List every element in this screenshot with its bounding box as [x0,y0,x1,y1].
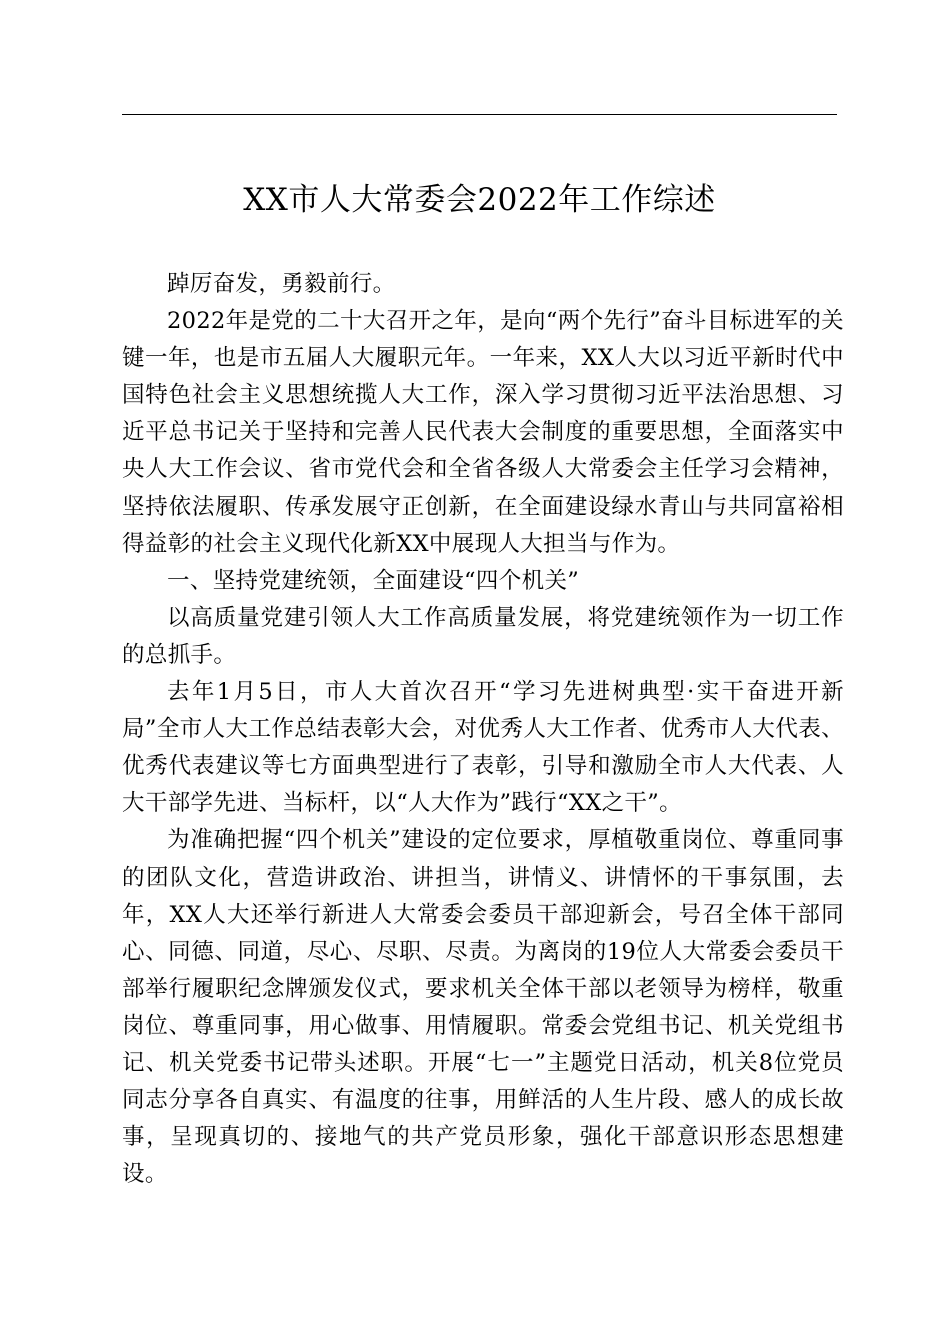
paragraph-commendation-meeting: 去年1月5日，市人大首次召开“学习先进树典型·实干奋进开新局”全市人大工作总结表彰大会，对优秀人大工作者、优秀市人大代表、优秀代表建议等七方面典型进行了表彰，引导和激励全市人大代表、人大干部学先进、当标杆，以“人大作为”践行“XX之干”。 [122,679,844,817]
document-body [122,266,844,1193]
paragraph-intro: 2022年是党的二十大召开之年，是向“两个先行”奋斗目标进军的关键一年，也是市五届人大履职元年。一年来，XX人大以习近平新时代中国特色社会主义思想统揽人大工作，深入学习贯彻习近平法治思想、习近平总书记关于坚持和完善人民代表大会制度的重要思想，全面落实中央人大工作会议、省市党代会和全省各级人大常委会主任学习会精神，坚持依法履职、传承发展守正创新，在全面建设绿水青山与共同富裕相得益彰的社会主义现代化新XX中展现人大担当与作为。 [122,308,844,557]
section-heading-1: 一、坚持党建统领，全面建设“四个机关” [167,567,580,594]
paragraph-four-organs: 为准确把握“四个机关”建设的定位要求，厚植敬重岗位、尊重同事的团队文化，营造讲政治、讲担当，讲情义、讲情怀的干事氛围，去年，XX人大还举行新进人大常委会委员干部迎新会，号召全体干部同心、同德、同道，尽心、尽职、尽责。为离岗的19位人大常委会委员干部举行履职纪念牌颁发仪式，要求机关全体干部以老领导为榜样，敬重岗位、尊重同事，用心做事、用情履职。常委会党组书记、机关党组书记、机关党委书记带头述职。开展“七一”主题党日活动，机关8位党员同志分享各自真实、有温度的往事，用鲜活的人生片段、感人的成长故事，呈现真切的、接地气的共产党员形象，强化干部意识形态思想建设。 [122,827,844,1188]
header-rule [122,114,837,115]
paragraph-opening: 踔厉奋发，勇毅前行。 [167,271,396,297]
paragraph-party-building: 以高质量党建引领人大工作高质量发展，将党建统领作为一切工作的总抓手。 [122,604,844,668]
document-title: XX市人大常委会2022年工作综述 [243,182,716,218]
